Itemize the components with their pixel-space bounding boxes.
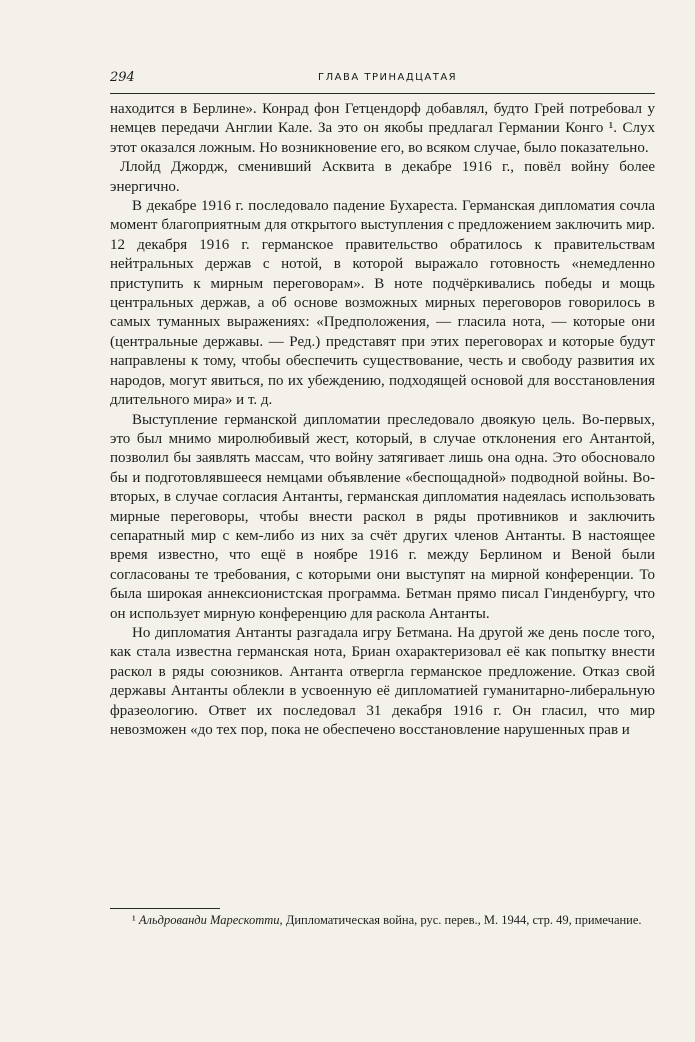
footnote-author: Альдрованди Марескотти, bbox=[138, 913, 283, 927]
footnote-mark: ¹ bbox=[132, 913, 136, 927]
paragraph: В декабре 1916 г. последовало падение Бухареста. Германская дипломатия сочла момент благоприятным для открытого выступления с предложением заключить мир. 12 декабря 1916 г. германское правительство обратилось к правительствам нейтральных держав с нотой, в которой выражало готовность «немедленно приступить к мирным переговорам». В ноте подчёркивались победы и мощь центральных держав, а об основе возможных мирных переговоров говорилось в самых туманных выражениях: «Предположения, — гласила нота, — которые они (центральные державы. — Ред.) представят при этих переговорах и которые будут направлены к тому, чтобы обеспечить существование, честь и свободу развития их народов, могут явиться, по их убеждению, подходящей основой для восстановления длительного мира» и т. д. bbox=[110, 198, 655, 409]
paragraph: Выступление германской дипломатии преследовало двоякую цель. Во-первых, это был мнимо миролюбивый жест, который, в случае отклонения его Антантой, позволил бы заявлять массам, что войну затягивает лишь она одна. Это обосновало бы и подготовлявшееся немцами объявление «беспощадной» подводной войны. Во-вторых, в случае согласия Антанты, германская дипломатия надеялась использовать мирные переговоры, чтобы внести раскол в ряды противников и заключить сепаратный мир с кем-либо из них за счёт других членов Антанты. В настоящее время известно, что ещё в ноябре 1916 г. между Берлином и Веной были согласованы те требования, с которыми они выступят на мирной конференции. То была широкая аннексионистская программа. Бетман прямо писал Гинденбургу, что он использует мирную конференцию для раскола Антанты. bbox=[110, 411, 655, 622]
paragraph: Но дипломатия Антанты разгадала игру Бетмана. На другой же день после того, как стала известна германская нота, Бриан охарактеризовал её как попытку внести раскол в ряды союзников. Антанта отвергла германское предложение. Отказ свой державы Антанты облекли в усвоенную её дипломатией гуманитарно-либеральную фразеологию. Ответ их последовал 31 декабря 1916 г. Он гласил, что мир невозможен «до тех пор, пока не обеспечено восстановление нарушенных прав и bbox=[110, 624, 655, 738]
paragraph: Ллойд Джордж, сменивший Асквита в декабре 1916 г., повёл войну более энергично. bbox=[110, 159, 655, 195]
main-text bbox=[110, 100, 655, 740]
page-number: 294 bbox=[110, 70, 135, 85]
footnote-text: Дипломатическая война, рус. перев., М. 1944, стр. 49, примечание. bbox=[285, 913, 642, 927]
footnote bbox=[110, 912, 655, 929]
running-title: ГЛАВА ТРИНАДЦАТАЯ bbox=[318, 72, 458, 83]
header-rule bbox=[110, 93, 655, 94]
footnote-rule bbox=[110, 908, 220, 909]
page-header bbox=[110, 70, 658, 90]
paragraph: находится в Берлине». Конрад фон Гетцендорф добавлял, будто Грей потребовал у немцев передачи Англии Кале. За это он якобы предлагал Германии Конго ¹. Слух этот оказался ложным. Но возникновение его, во всяком случае, было показательно. bbox=[110, 101, 655, 156]
